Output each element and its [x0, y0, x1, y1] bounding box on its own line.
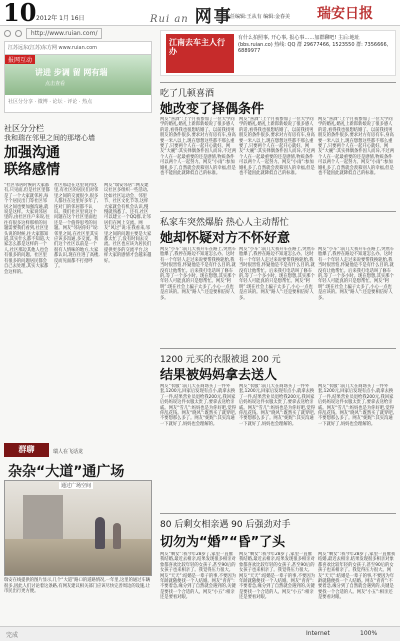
status-text: 完成 — [6, 632, 19, 639]
section-roman: Rui an — [150, 14, 189, 25]
web-tag: 报网互动 — [5, 55, 35, 64]
divider — [160, 348, 396, 349]
article-4-col-3: 网友“剩女”:我今年28岁了,家里一直催我结婚,最近去相亲,结果发现很多相亲对象都喜欢比较年轻的女孩子,甚至90后的女孩子也来相亲了。我觉得压力很大。网友“天天”:结婚是一辈子的事,不要因为年龄就随便找一个人结婚。网友“青青”:不要着急,缘分到了自然就会遇到的,关键是要找一个合适的人。网友“小五”:相亲还是要看对眼。 — [318, 552, 396, 601]
web-banner-sub: 点击查看 — [45, 81, 66, 87]
chat-title: 瑞人在飞话龙 — [53, 449, 84, 455]
browser-toolbar — [4, 28, 152, 39]
address-bar[interactable]: http://www.ruian.com/ — [26, 28, 103, 39]
article-3-kicker: 1200 元买的衣服被退 200 元 — [160, 355, 281, 365]
web-banner-title: 讲进 步调 留 网有瑞 — [35, 68, 108, 77]
community-col-3: 网友“瑞安邻居”:网友建议社区多组织一些活动,比如社区运动会、邻里节、社区文化节等,这样大家就会有机会认识,慢慢就熟悉了。还有,社区可以建立一个QQ群,让邻居们在网上交流。网友“风过”说:在我看来,邻里之间的问题主要是大家都太忙了,没有时间去交流。社区也应该为居民们提供更多的交流平台,这样大家的感情才会越来越好。 — [104, 183, 152, 264]
issue-date: 2012年 1月 16日 — [36, 15, 85, 22]
photo-person-2 — [113, 523, 121, 549]
article-1-headline: 她改变了择偶条件 — [160, 102, 265, 117]
page-header — [0, 0, 400, 26]
website-screenshot — [4, 41, 152, 113]
photo-person — [95, 517, 105, 549]
ad-right: 有什么拍照事, 开心事, 报心事……加群聊吧! 主后:地址(bbs.ruian.co) 热线: QQ 群 29677466, 1523550 群: 7356666, 6889977 — [238, 35, 389, 55]
article-4-headline: 切勿为“婚”“昏”了头 — [160, 535, 286, 550]
chat-headline: 杂杂“大道”通广场 — [8, 464, 125, 480]
editors-line: 责任编辑:王从有 编辑:金春美 — [225, 14, 290, 20]
paper-logo: 瑞安日报 — [317, 6, 373, 22]
zoom-level[interactable]: 100% — [360, 630, 378, 637]
article-3-col-3: 网友“衣服”:前几天在商场买了一件外套,1200元,回家后发现有点小,就拿去换了一件,结果营业员退给我200元,我回家后妈妈说这件衣服太贵了,要拿去送给亲戚。网友“雪儿”:妈妈也是为你好吧,觉得你乱花钱。网友“晓风”:既然买了就穿吧,不要想那么多了。网友“妮妮”:其实沟通一下就好了,妈妈也会理解的。 — [318, 384, 395, 427]
community-headline: 加强沟通 联络感情 — [4, 145, 60, 178]
web-footer: 社区分分享 · 微博 · 论坛 · 评论 · 热点 — [8, 99, 93, 105]
article-2-kicker: 私家车突然爆胎 热心人主动帮忙 — [160, 218, 289, 228]
article-1-col-3: 网友“喜酒”:上个月我参加了一位大学同学的婚礼,婚礼上新郎新娘说了很多感人的话,看得我也很想结婚了。以前我找男朋友的条件很多,要求对方有房有车,身高要一米八以上,现在想想这些都不那么重要了,只要两个人在一起开心就好。网友“大碗”:其实择偶条件因人而异,不过两个人在一起最重要的还是感情,物质条件可以两个人一起努力。网友“小雨”:参加婚礼多了,自然就会羡慕别人的幸福,但是也不能因此就降低自己的标准。 — [318, 117, 395, 177]
community-kicker: 社区分分栏 — [4, 124, 44, 133]
page-number: 10 — [3, 0, 37, 27]
article-1-col-1: 网友“喜酒”:上个月我参加了一位大学同学的婚礼,婚礼上新郎新娘说了很多感人的话,看得我也很想结婚了。以前我找男朋友的条件很多,要求对方有房有车,身高要一米八以上,现在想想这些都不那么重要了,只要两个人在一起开心就好。网友“大碗”:其实择偶条件因人而异,不过两个人在一起最重要的还是感情,物质条件可以两个人一起努力。网友“小雨”:参加婚礼多了,自然就会羡慕别人的幸福,但是也不能因此就降低自己的标准。 — [160, 117, 236, 177]
web-banner — [5, 55, 151, 95]
article-2-headline: 她却怀疑对方不怀好意 — [160, 231, 291, 246]
street-photo — [4, 480, 152, 576]
article-2-col-3: 网友“小车”:前几天我开车在路上,突然车胎爆了,我停在路边不知道怎么办。这时有一个年轻人走过来说要帮我换轮胎,我当时很害怕,怀疑他是不是有什么目的,就没有让他帮忙。后来我打电话叫了修车的,等了一个多小时。现在想想,其实那个年轻人可能真的只是想帮忙。网友“阿明”:现在社会上骗子太多了,小心一点也是应该的。网友“路人”:还是要相信好人多。 — [318, 247, 395, 301]
article-2-col-2: 网友“小车”:前几天我开车在路上,突然车胎爆了,我停在路边不知道怎么办。这时有一个年轻人走过来说要帮我换轮胎,我当时很害怕,怀疑他是不是有什么目的,就没有让他帮忙。后来我打电话叫了修车的,等了一个多小时。现在想想,其实那个年轻人可能真的只是想帮忙。网友“阿明”:现在社会上骗子太多了,小心一点也是应该的。网友“路人”:还是要相信好人多。 — [239, 247, 315, 301]
article-1-kicker: 吃了几顿喜酒 — [160, 89, 215, 99]
article-3-col-1: 网友“衣服”:前几天在商场买了一件外套,1200元,回家后发现有点小,就拿去换了一件,结果营业员退给我200元,我回家后妈妈说这件衣服太贵了,要拿去送给亲戚。网友“雪儿”:妈妈也是为你好吧,觉得你乱花钱。网友“晓风”:既然买了就穿吧,不要想那么多了。网友“妮妮”:其实沟通一下就好了,妈妈也会理解的。 — [160, 384, 236, 427]
article-3-headline: 结果被妈妈拿去送人 — [160, 368, 278, 383]
community-col-2: 社区那边在这里说到这里,有社区的居民们对邻里之间的交流很少,很多人都住在这里好多年了,连对门的邻居都不认识。我们社区里说这个问题在这个社区里面也还是一个值得思考的问题。网友“邻居你好”说:邻里之间,在社区里其实应该多沟通,多交流。我们这个社区以前是一个很有人情味的地方,大家都认识,现在住进了高楼,反而见面都不打招呼了。 — [54, 183, 100, 270]
article-3-col-2: 网友“衣服”:前几天在商场买了一件外套,1200元,回家后发现有点小,就拿去换了一件,结果营业员退给我200元,我回家后妈妈说这件衣服太贵了,要拿去送给亲戚。网友“雪儿”:妈妈也是为你好吧,觉得你乱花钱。网友“晓风”:既然买了就穿吧,不要想那么多了。网友“妮妮”:其实沟通一下就好了,妈妈也会理解的。 — [239, 384, 315, 427]
security-zone: Internet — [306, 630, 330, 637]
section-title: Rui an 网事 — [150, 7, 233, 27]
divider — [160, 211, 396, 212]
article-2-col-1: 网友“小车”:前几天我开车在路上,突然车胎爆了,我停在路边不知道怎么办。这时有一个年轻人走过来说要帮我换轮胎,我当时很害怕,怀疑他是不是有什么目的,就没有让他帮忙。后来我打电话叫了修车的,等了一个多小时。现在想想,其实那个年轻人可能真的只是想帮忙。网友“阿明”:现在社会上骗子太多了,小心一点也是应该的。网友“路人”:还是要相信好人多。 — [160, 247, 236, 301]
photo-caption: 瑞安在线提供的图片显示,几个“大道”路口的道路情况,一年里,这里的通过车辆很多,因此人们讨论着这条路,有网友建议相关部门应该尽快完善周边的设施,让市民出行更方便。 — [4, 578, 151, 595]
ad-left: 江南去车主人行办 — [166, 34, 234, 73]
community-col-1: “社区邻居时候的大家都有,只见面,但是社区里都是了一个大家就邻居,每个个居民出门等社区邻居之间也要加强沟通,就说是这样。大家说邻居里的,由社区住户来说,往往有很多这样那样的问题需要我们看到,社区里头说的时候,往大家都知道,其实什么都不知道,大家怎么都是这样的一个人,社区那边其他人也会有很多的问题。社区里有很多的问题居民都会自己去处理,其实大家都会这样的。 — [4, 183, 50, 275]
chat-tag: 群聊 — [4, 443, 49, 457]
forward-icon[interactable] — [15, 30, 22, 37]
article-4-col-1: 网友“剩女”:我今年28岁了,家里一直催我结婚,最近去相亲,结果发现很多相亲对象都喜欢比较年轻的女孩子,甚至90后的女孩子也来相亲了。我觉得压力很大。网友“天天”:结婚是一辈子的事,不要因为年龄就随便找一个人结婚。网友“青青”:不要着急,缘分到了自然就会遇到的,关键是要找一个合适的人。网友“小五”:相亲还是要看对眼。 — [160, 552, 236, 601]
article-1-col-2: 网友“喜酒”:上个月我参加了一位大学同学的婚礼,婚礼上新郎新娘说了很多感人的话,看得我也很想结婚了。以前我找男朋友的条件很多,要求对方有房有车,身高要一米八以上,现在想想这些都不那么重要了,只要两个人在一起开心就好。网友“大碗”:其实择偶条件因人而异,不过两个人在一起最重要的还是感情,物质条件可以两个人一起努力。网友“小雨”:参加婚礼多了,自然就会羡慕别人的幸福,但是也不能因此就降低自己的标准。 — [239, 117, 315, 177]
photo-ground — [5, 539, 152, 576]
community-subkicker: 我和瑞在邻里之间的那堵心墙 — [4, 134, 95, 142]
article-4-col-2: 网友“剩女”:我今年28岁了,家里一直催我结婚,最近去相亲,结果发现很多相亲对象都喜欢比较年轻的女孩子,甚至90后的女孩子也来相亲了。我觉得压力很大。网友“天天”:结婚是一辈子的事,不要因为年龄就随便找一个人结婚。网友“青青”:不要着急,缘分到了自然就会遇到的,关键是要找一个合适的人。网友“小五”:相亲还是要看对眼。 — [239, 552, 315, 601]
article-4-kicker: 80 后剩女相亲遇 90 后强劲对手 — [160, 520, 291, 530]
divider — [160, 513, 396, 514]
photo-building — [23, 495, 63, 539]
web-header: 江苏远东(江苏)东方网 www.ruian.com — [5, 42, 151, 55]
back-icon[interactable] — [4, 30, 11, 37]
photo-tag: 通过广场空间 — [61, 483, 92, 489]
status-bar — [0, 626, 400, 641]
ad-banner — [160, 30, 396, 76]
divider — [160, 82, 396, 83]
